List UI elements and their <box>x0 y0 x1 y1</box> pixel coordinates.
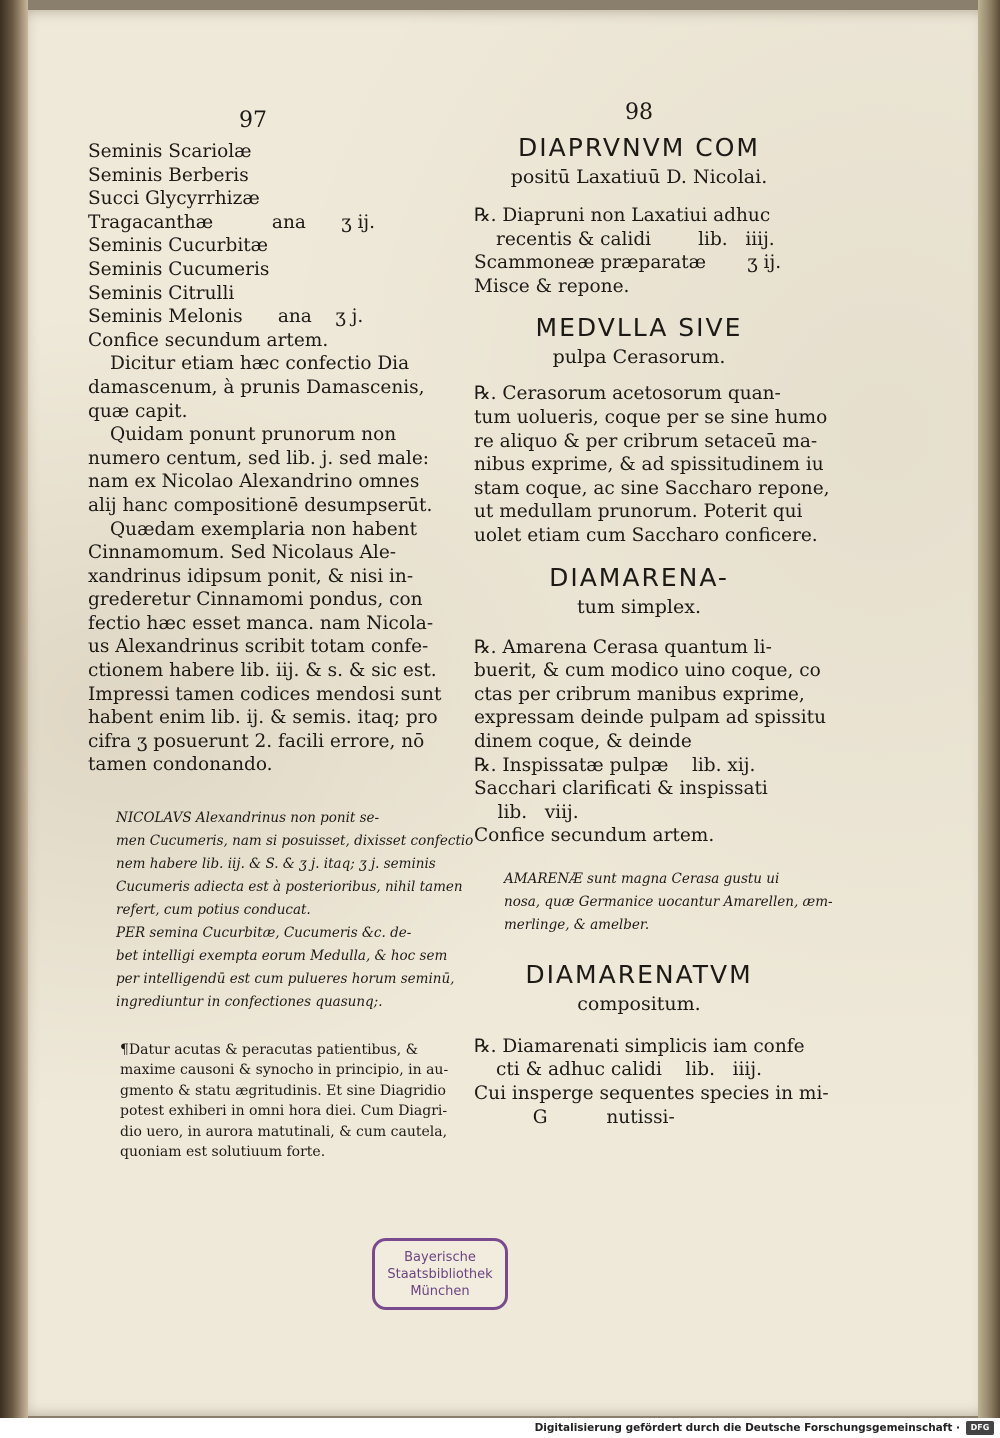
recipe-line: cti & adhuc calidi lib. iiij. <box>496 1059 762 1081</box>
footer-credit: Digitalisierung gefördert durch die Deutsche Forschungsgemeinschaft · <box>534 1422 960 1434</box>
section-subtitle: tum simplex. <box>576 595 701 618</box>
text-line: Succi Glycyrrhizæ <box>88 188 260 210</box>
text-line: ctionem habere lib. iij. & s. & sic est. <box>88 660 437 682</box>
annotation-line: bet intelligi exempta eorum Medulla, & hoc sem <box>116 948 448 965</box>
text-line: Cinnamomum. Sed Nicolaus Ale- <box>88 542 397 564</box>
text-line: grederetur Cinnamomi pondus, con <box>88 589 423 611</box>
recipe-line: expressam deinde pulpam ad spissitu <box>474 707 826 729</box>
page-number-right: 98 <box>625 100 653 125</box>
text-line: quæ capit. <box>88 400 188 422</box>
usage-line: quoniam est solutiuum forte. <box>120 1144 326 1161</box>
dfg-logo-icon: DFG <box>966 1421 994 1435</box>
right-column <box>474 100 833 1129</box>
text-line: Impressi tamen codices mendosi sunt <box>88 683 442 705</box>
annotation-line: nosa, quæ Germanice uocantur Amarellen, æm- <box>504 893 833 910</box>
recipe-line: Sacchari clarificati & inspissati <box>474 778 768 800</box>
recipe-line: G nutissi- <box>474 1106 675 1128</box>
recipe-line: ℞. Diapruni non Laxatiui adhuc <box>474 205 771 226</box>
annotation-line: AMARENÆ sunt magna Cerasa gustu ui <box>504 870 780 887</box>
stamp-line: München <box>410 1284 470 1299</box>
usage-line: potest exhiberi in omni hora diei. Cum Diagri- <box>120 1103 448 1120</box>
stamp-line: Staatsbibliothek <box>387 1267 493 1282</box>
left-column <box>88 108 474 1162</box>
recipe-line: stam coque, ac sine Saccharo repone, <box>474 477 830 499</box>
text-line: Seminis Cucurbitæ <box>88 235 269 257</box>
recipe-line: Scammoneæ præparatæ ʒ ij. <box>474 252 782 274</box>
library-stamp <box>372 1238 508 1310</box>
recipe-line: uolet etiam cum Saccharo conficere. <box>474 524 818 546</box>
annotation-line: refert, cum potius conducat. <box>116 902 311 919</box>
text-line: numero centum, sed lib. j. sed male: <box>88 447 429 469</box>
recipe-line: lib. viij. <box>474 801 579 823</box>
annotation-line: per intelligendū est cum pulueres horum seminū, <box>116 971 455 988</box>
text-line: Seminis Berberis <box>88 164 249 186</box>
text-line: Quidam ponunt prunorum non <box>110 424 397 446</box>
section-title: DIAMARENA- <box>549 562 729 592</box>
usage-line: ¶Datur acutas & peracutas patientibus, & <box>120 1042 419 1059</box>
annotation-line: ingrediuntur in confectiones quasunq;. <box>116 994 383 1011</box>
text-line: habent enim lib. ij. & semis. itaq; pro <box>88 707 438 729</box>
recipe-line: ℞. Inspissatæ pulpæ lib. xij. <box>474 754 756 776</box>
text-line: xandrinus idipsum ponit, & nisi in- <box>88 565 414 587</box>
usage-block <box>88 1040 449 1162</box>
usage-line: dio uero, in aurora matutinali, & cum cautela, <box>120 1123 448 1140</box>
text-line: fectio hæc esset manca. nam Nicola- <box>88 612 434 634</box>
recipe-line: ℞. Cerasorum acetosorum quan- <box>474 383 781 405</box>
spacer <box>88 777 418 807</box>
recipe-line: dinem coque, & deinde <box>474 730 692 752</box>
section-subtitle: compositum. <box>577 992 701 1015</box>
annotation-line: PER semina Cucurbitæ, Cucumeris &c. de- <box>116 925 412 942</box>
recipe-line: ctas per cribrum manibus exprime, <box>474 683 805 705</box>
text-line: Seminis Cucumeris <box>88 258 270 280</box>
usage-line: maxime causoni & synocho in principio, in au- <box>120 1062 449 1079</box>
text-line: Confice secundum artem. <box>88 329 329 351</box>
annotation-line: nem habere lib. iij. & S. & ʒ j. itaq; ʒ j. seminis <box>116 856 436 873</box>
text-line: alij hanc compositionē desumpserūt. <box>88 494 433 516</box>
page-number-left: 97 <box>239 108 267 133</box>
text-line: Dicitur etiam hæc confectio Dia <box>110 353 410 375</box>
section-title: DIAPRVNVM COM <box>518 133 760 162</box>
annotation-line: Cucumeris adiecta est à posterioribus, nihil tamen <box>116 879 463 896</box>
text-line: Seminis Scariolæ <box>88 141 252 162</box>
text-line: tamen condonando. <box>88 754 273 776</box>
section-subtitle: positū Laxatiuū D. Nicolai. <box>510 166 768 188</box>
recipe-line: Cui insperge sequentes species in mi- <box>474 1083 829 1105</box>
text-line: Seminis Citrulli <box>88 282 235 304</box>
recipe-line: ℞. Amarena Cerasa quantum li- <box>474 636 772 658</box>
page-edge <box>978 0 1000 1418</box>
text-line: cifra ʒ posuerunt 2. facili errore, nō <box>88 730 425 752</box>
recipe-line: recentis & calidi lib. iiij. <box>496 228 775 250</box>
annotation-block <box>88 807 474 1014</box>
usage-line: gmento & statu ægritudinis. Et sine Diagridio <box>120 1082 446 1099</box>
text-line: Quædam exemplaria non habent <box>110 518 418 540</box>
section-title: MEDVLLA SIVE <box>535 313 743 343</box>
text-line: Tragacanthæ ana ʒ ij. <box>88 211 376 233</box>
text-line: Seminis Melonis ana ʒ j. <box>88 306 364 328</box>
footer-bar <box>0 1418 1000 1438</box>
text-line: nam ex Nicolao Alexandrino omnes <box>88 471 420 493</box>
section-subtitle: pulpa Cerasorum. <box>552 346 726 369</box>
spacer <box>88 1014 418 1040</box>
recipe-line: tum uolueris, coque per se sine humo <box>474 406 828 428</box>
text-line: us Alexandrinus scribit totam confe- <box>88 636 429 658</box>
recipe-line: nibus exprime, & ad spissitudinem iu <box>474 454 824 476</box>
annotation-line: men Cucumeris, nam si posuisset, dixisset confectio <box>116 833 474 850</box>
recipe-line: Misce & repone. <box>474 275 630 297</box>
recipe-line: re aliquo & per cribrum setaceū ma- <box>474 430 818 452</box>
text-line: damascenum, à prunis Damascenis, <box>88 376 425 398</box>
stamp-line: Bayerische <box>404 1250 476 1265</box>
annotation-line: merlinge, & amelber. <box>504 916 650 933</box>
recipe-line: ut medullam prunorum. Poterit qui <box>474 501 803 523</box>
recipe-line: buerit, & cum modico uino coque, co <box>474 660 821 682</box>
annotation-line: NICOLAVS Alexandrinus non ponit se- <box>116 810 380 827</box>
annotation-block <box>474 868 833 937</box>
book-spine <box>0 0 28 1418</box>
recipe-line: Confice secundum artem. <box>474 825 715 847</box>
recipe-line: ℞. Diamarenati simplicis iam confe <box>474 1035 805 1057</box>
section-title: DIAMARENATVM <box>525 959 753 989</box>
